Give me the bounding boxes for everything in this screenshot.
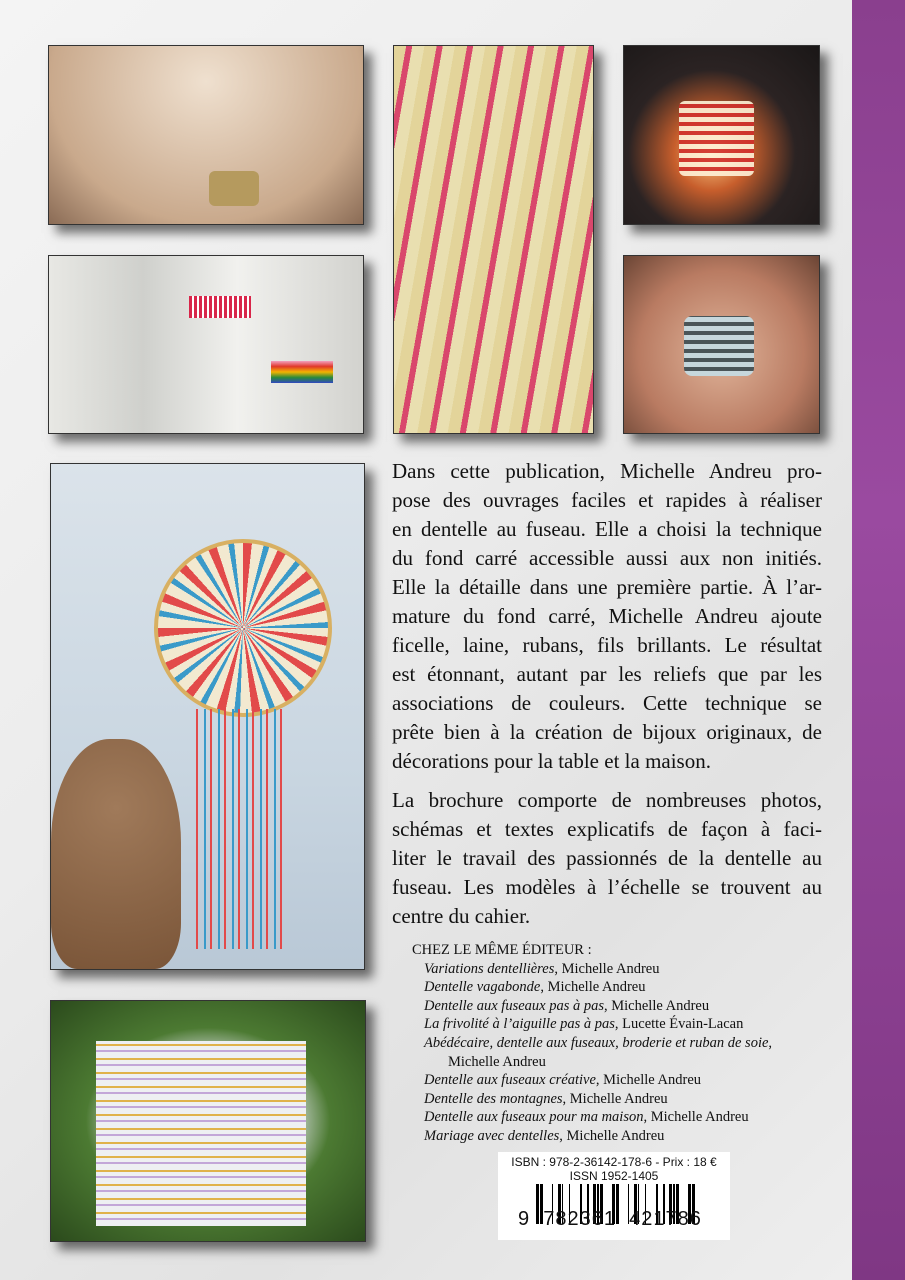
text-line: liter le travail des passionnés de la dentelle au: [392, 846, 822, 870]
photo-necklace: [48, 45, 364, 225]
book-list-item: [412, 1090, 772, 1109]
text-line: du fond carré accessible aussi aux non initiés.: [392, 546, 822, 570]
also-by-publisher: [412, 941, 772, 1146]
text-line: pose des ouvrages faciles et rapides à réaliser: [392, 488, 822, 512]
photo-dreamcatcher: [50, 463, 365, 970]
text-line: Elle la détaille dans une première partie. À l’ar-: [392, 575, 822, 599]
book-title: Dentelle aux fuseaux pas à pas: [424, 997, 605, 1014]
text-line: ficelle, laine, rubans, fils brillants. Le résultat: [392, 633, 822, 657]
text-line: schémas et textes explicatifs de façon à faci-: [392, 817, 822, 841]
book-list-item: [412, 1071, 772, 1090]
book-title: La frivolité à l’aiguille pas à pas: [424, 1016, 615, 1033]
book-author: , Michelle Andreu: [554, 960, 660, 977]
book-author: , Michelle Andreu: [559, 1127, 665, 1144]
book-author: , Michelle Andreu: [643, 1109, 749, 1126]
book-author: , Michelle Andreu: [604, 997, 710, 1014]
book-title: Mariage avec dentelles: [424, 1127, 560, 1144]
book-list-item: [412, 1034, 772, 1053]
book-title: Abédécaire, dentelle aux fuseaux, broderie et ruban de soie: [424, 1034, 769, 1051]
description-paragraph: [392, 786, 822, 931]
book-title: Variations dentellières: [424, 960, 555, 977]
book-author: , Michelle Andreu: [540, 979, 646, 996]
book-title: Dentelle des montagnes: [424, 1090, 563, 1107]
book-list-item: [412, 997, 772, 1016]
photo-ring: [623, 255, 820, 434]
also-heading: CHEZ LE MÊME ÉDITEUR :: [412, 942, 592, 958]
purple-spine-band: [852, 0, 905, 1280]
book-author: , Lucette Évain-Lacan: [614, 1016, 744, 1033]
book-author: , Michelle Andreu: [595, 1072, 702, 1089]
photo-lamp: [623, 45, 820, 225]
barcode-box: [498, 1152, 730, 1240]
photo-napkin-rings: [48, 255, 364, 434]
book-author: ,: [768, 1034, 773, 1051]
barcode-digits: 9 782361 421786: [518, 1208, 702, 1230]
book-list-item: [412, 1127, 772, 1146]
text-line: est étonnant, autant par les reliefs que par les: [392, 662, 822, 686]
text-line: Dans cette publication, Michelle Andreu pro-: [392, 459, 822, 483]
description: [392, 457, 822, 941]
photo-bag: [50, 1000, 366, 1242]
text-line: centre du cahier.: [392, 904, 531, 928]
text-line: mature du fond carré, Michelle Andreu ajoute: [392, 604, 822, 628]
book-list-item: [412, 978, 772, 997]
photo-scarf: [393, 45, 594, 434]
text-line: prête bien à la création de bijoux originaux, de: [392, 720, 822, 744]
text-line: décorations pour la table et la maison.: [392, 749, 711, 773]
text-line: La brochure comporte de nombreuses photos,: [392, 788, 822, 812]
book-title: Dentelle aux fuseaux créative: [424, 1072, 596, 1089]
book-title: Dentelle vagabonde: [424, 979, 541, 996]
book-list-item: [412, 1108, 772, 1127]
issn: ISSN 1952-1405: [569, 1169, 659, 1183]
text-line: associations de couleurs. Cette technique se: [392, 691, 822, 715]
bag: [96, 1041, 306, 1226]
teddy-bear: [51, 739, 181, 969]
book-author-continuation: Michelle Andreu: [448, 1053, 546, 1070]
dreamcatcher: [154, 539, 332, 717]
description-paragraph: [392, 457, 822, 776]
book-author: , Michelle Andreu: [562, 1090, 668, 1107]
text-line: fuseau. Les modèles à l’échelle se trouvent au: [392, 875, 822, 899]
book-list-item: [412, 960, 772, 979]
book-list-item: [412, 1015, 772, 1034]
book-title: Dentelle aux fuseaux pour ma maison: [424, 1109, 644, 1126]
isbn-price: ISBN : 978-2-36142-178-6 - Prix : 18 €: [511, 1155, 717, 1169]
text-line: en dentelle au fuseau. Elle a choisi la technique: [392, 517, 822, 541]
